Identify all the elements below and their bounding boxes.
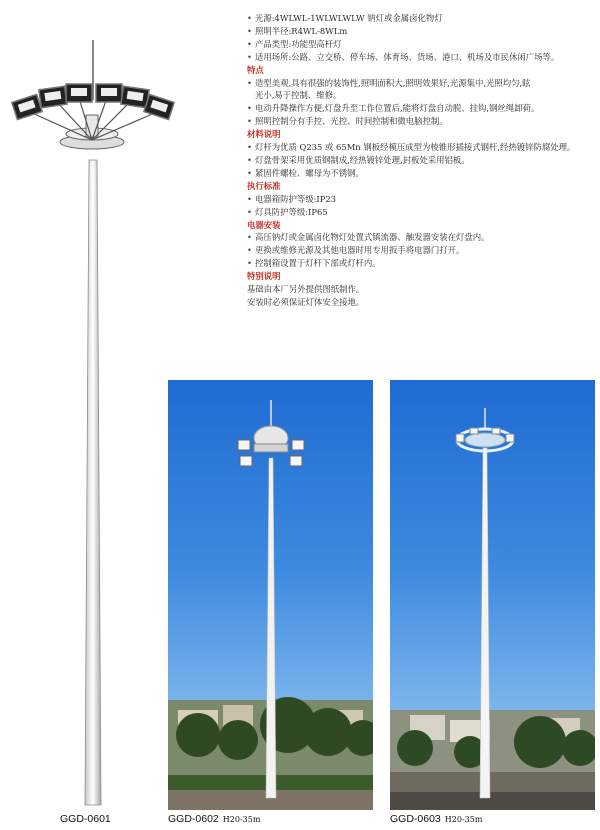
section-heading: 材料说明	[247, 129, 281, 140]
spec-line: • 产品类型:功能型高杆灯	[247, 38, 592, 51]
spec-line: • 照明控制分有手控、光控、时间控制和微电脑控制。	[247, 115, 592, 128]
spec-line: 安装时必须保证灯体安全接地。	[247, 296, 365, 307]
spec-line: • 电器箱防护等级:IP23	[247, 193, 592, 206]
product-size: H20-35m	[222, 815, 261, 824]
caption-ggd-0601	[60, 813, 111, 825]
spec-line: • 灯杆为优质 Q235 或 65Mn 钢板经模压成型为棱锥形插接式钢杆,经热镀锌防腐处理。	[247, 141, 592, 154]
photo-ggd-0603	[390, 380, 595, 810]
spec-line: • 照明半径:R4WL-8WLm	[247, 25, 592, 38]
spec-line: • 造型美观,具有很强的装饰性,照明面积大,照明效果好,光源集中,光照均匀,眩	[247, 77, 592, 90]
spec-line: 光小,易于控制、维修。	[255, 90, 342, 101]
section-heading: 特别说明	[247, 271, 281, 282]
spec-line: • 适用场所:公路、立交桥、停车场、体育场、货场、港口、机场及市民休闲广场等。	[247, 51, 592, 64]
section-heading: 执行标准	[247, 180, 281, 191]
photo-ggd-0603-scene	[390, 380, 595, 810]
spec-line: • 控制箱设置于灯杆下部或灯杆内。	[247, 257, 592, 270]
product-code: GGD-0602	[168, 813, 219, 825]
product-code: GGD-0603	[390, 813, 441, 825]
spec-line: • 更换或维修光源及其他电器时用专用扳手将电器门打开。	[247, 244, 592, 257]
spec-text-block	[247, 12, 592, 309]
spec-line: • 灯具防护等级:IP65	[247, 206, 592, 219]
spec-line: • 灯盘骨架采用优质钢制成,经热镀锌处理,封板处采用铝板。	[247, 154, 592, 167]
pole-illustration-ggd-0601	[0, 40, 175, 810]
section-heading: 特点	[247, 64, 264, 75]
photo-ggd-0602-scene	[168, 380, 373, 810]
spec-line: • 光源:4WLWL-1WLWLWLW 钠灯或金属卤化物灯	[247, 12, 592, 25]
caption-ggd-0603	[390, 813, 482, 825]
spec-line: • 电动升降操作方便,灯盘升至工作位置后,能将灯盘自动脱、挂钩,钢丝绳卸荷。	[247, 102, 592, 115]
spec-line: • 紧固件螺栓、螺母为不锈钢。	[247, 167, 592, 180]
caption-ggd-0602	[168, 813, 260, 825]
spec-line: 基础由本厂另外提供图纸制作。	[247, 284, 365, 295]
section-heading: 电器安装	[247, 219, 281, 230]
product-size: H20-35m	[444, 815, 483, 824]
product-code: GGD-0601	[60, 813, 111, 825]
photo-ggd-0602	[168, 380, 373, 810]
spec-line: • 高压钠灯或金属卤化物灯处置式镇流器、触发器安装在灯盘内。	[247, 231, 592, 244]
